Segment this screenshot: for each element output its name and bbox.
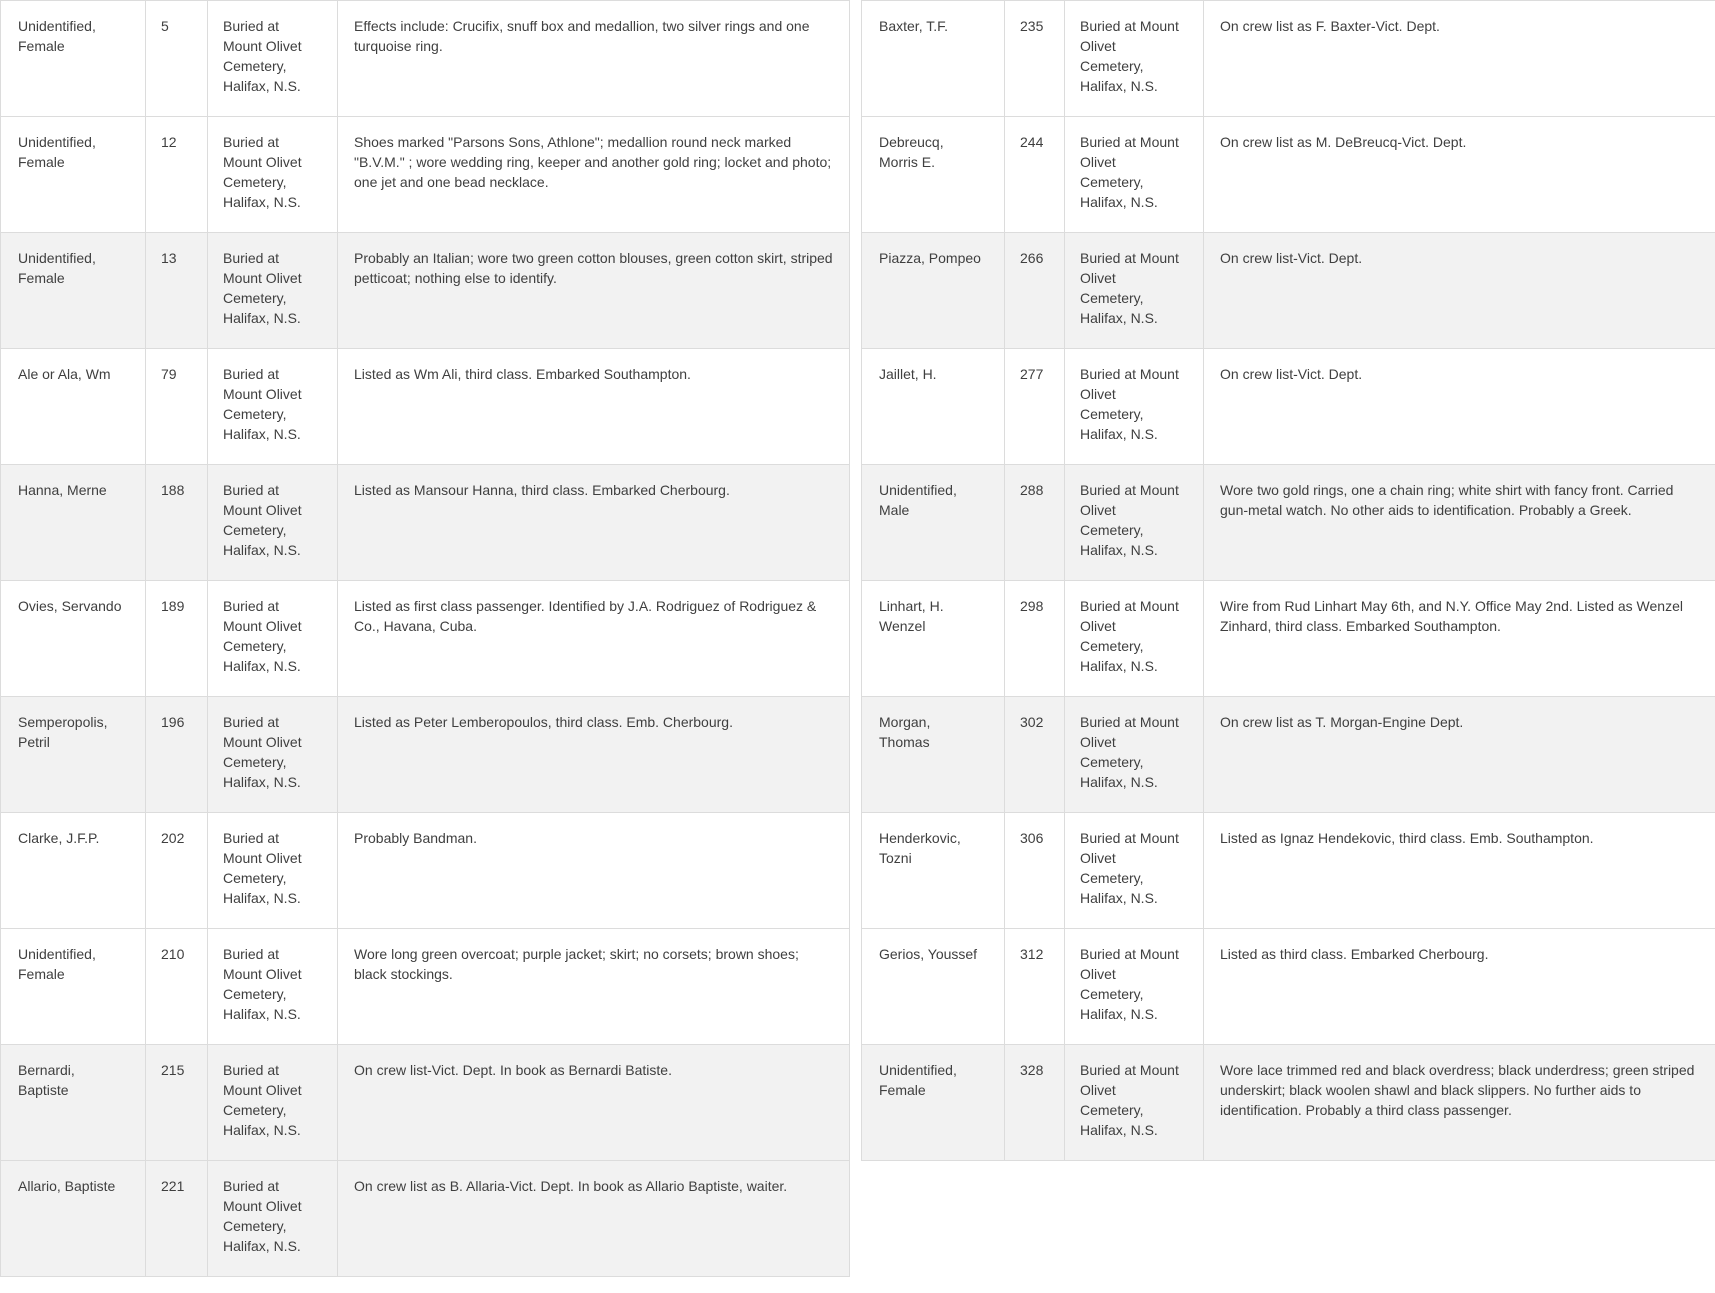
table-row	[1, 581, 850, 697]
victim-name-cell: Piazza, Pompeo	[862, 233, 1005, 349]
body-number-cell: 277	[1005, 349, 1065, 465]
victim-name-cell: Semperopolis, Petril	[1, 697, 146, 813]
comments-cell: Shoes marked "Parsons Sons, Athlone"; medallion round neck marked "B.V.M." ; wore wedding ring, keeper and another gold ring; locket and photo; one jet and one bead necklace.	[338, 117, 850, 233]
victims-table-right-body	[862, 1, 1715, 1161]
burial-place-cell: Buried at Mount Olivet Cemetery, Halifax, N.S.	[208, 465, 338, 581]
body-number-cell: 12	[146, 117, 208, 233]
burial-place-cell: Buried at Mount Olivet Cemetery, Halifax, N.S.	[1065, 1, 1204, 117]
burial-place-cell: Buried at Mount Olivet Cemetery, Halifax, N.S.	[1065, 581, 1204, 697]
comments-cell: On crew list as M. DeBreucq-Vict. Dept.	[1204, 117, 1715, 233]
body-number-cell: 196	[146, 697, 208, 813]
burial-place-cell: Buried at Mount Olivet Cemetery, Halifax, N.S.	[208, 117, 338, 233]
burial-place-cell: Buried at Mount Olivet Cemetery, Halifax, N.S.	[208, 349, 338, 465]
comments-cell: Wore two gold rings, one a chain ring; white shirt with fancy front. Carried gun-metal watch. No other aids to identification. Probably a Greek.	[1204, 465, 1715, 581]
table-row	[862, 581, 1715, 697]
table-row	[1, 929, 850, 1045]
body-number-cell: 188	[146, 465, 208, 581]
table-row	[1, 697, 850, 813]
comments-cell: Effects include: Crucifix, snuff box and medallion, two silver rings and one turquoise ring.	[338, 1, 850, 117]
body-number-cell: 221	[146, 1161, 208, 1277]
victims-table-left-body	[1, 1, 850, 1277]
body-number-cell: 244	[1005, 117, 1065, 233]
comments-cell: Listed as third class. Embarked Cherbourg.	[1204, 929, 1715, 1045]
table-row	[862, 1045, 1715, 1161]
table-row	[1, 813, 850, 929]
table-row	[1, 233, 850, 349]
comments-cell: On crew list as B. Allaria-Vict. Dept. In book as Allario Baptiste, waiter.	[338, 1161, 850, 1277]
burial-place-cell: Buried at Mount Olivet Cemetery, Halifax, N.S.	[1065, 813, 1204, 929]
victim-name-cell: Bernardi, Baptiste	[1, 1045, 146, 1161]
table-row	[862, 697, 1715, 813]
victim-name-cell: Clarke, J.F.P.	[1, 813, 146, 929]
table-row	[1, 117, 850, 233]
victim-name-cell: Debreucq, Morris E.	[862, 117, 1005, 233]
body-number-cell: 215	[146, 1045, 208, 1161]
comments-cell: Listed as Peter Lemberopoulos, third class. Emb. Cherbourg.	[338, 697, 850, 813]
burial-place-cell: Buried at Mount Olivet Cemetery, Halifax, N.S.	[1065, 929, 1204, 1045]
burial-place-cell: Buried at Mount Olivet Cemetery, Halifax, N.S.	[1065, 465, 1204, 581]
victim-name-cell: Allario, Baptiste	[1, 1161, 146, 1277]
body-number-cell: 288	[1005, 465, 1065, 581]
comments-cell: Wore long green overcoat; purple jacket; skirt; no corsets; brown shoes; black stockings.	[338, 929, 850, 1045]
body-number-cell: 202	[146, 813, 208, 929]
table-row	[1, 1045, 850, 1161]
burial-place-cell: Buried at Mount Olivet Cemetery, Halifax, N.S.	[208, 1, 338, 117]
victims-table-right	[861, 0, 1715, 1161]
victim-name-cell: Unidentified, Female	[1, 929, 146, 1045]
victim-name-cell: Henderkovic, Tozni	[862, 813, 1005, 929]
table-row	[862, 465, 1715, 581]
comments-cell: Probably Bandman.	[338, 813, 850, 929]
burial-place-cell: Buried at Mount Olivet Cemetery, Halifax, N.S.	[1065, 697, 1204, 813]
body-number-cell: 302	[1005, 697, 1065, 813]
burial-place-cell: Buried at Mount Olivet Cemetery, Halifax, N.S.	[1065, 349, 1204, 465]
victims-table-left	[0, 0, 850, 1277]
table-row	[862, 233, 1715, 349]
body-number-cell: 306	[1005, 813, 1065, 929]
victim-name-cell: Unidentified, Female	[1, 117, 146, 233]
burial-place-cell: Buried at Mount Olivet Cemetery, Halifax, N.S.	[208, 1161, 338, 1277]
comments-cell: On crew list-Vict. Dept. In book as Bernardi Batiste.	[338, 1045, 850, 1161]
burial-place-cell: Buried at Mount Olivet Cemetery, Halifax, N.S.	[208, 697, 338, 813]
victim-name-cell: Baxter, T.F.	[862, 1, 1005, 117]
burial-place-cell: Buried at Mount Olivet Cemetery, Halifax, N.S.	[1065, 1045, 1204, 1161]
victim-name-cell: Gerios, Youssef	[862, 929, 1005, 1045]
victim-name-cell: Jaillet, H.	[862, 349, 1005, 465]
comments-cell: Listed as first class passenger. Identified by J.A. Rodriguez of Rodriguez & Co., Havana, Cuba.	[338, 581, 850, 697]
victim-name-cell: Unidentified, Female	[862, 1045, 1005, 1161]
burial-place-cell: Buried at Mount Olivet Cemetery, Halifax, N.S.	[208, 813, 338, 929]
victim-name-cell: Ovies, Servando	[1, 581, 146, 697]
comments-cell: Probably an Italian; wore two green cotton blouses, green cotton skirt, striped petticoat; nothing else to identify.	[338, 233, 850, 349]
comments-cell: On crew list as F. Baxter-Vict. Dept.	[1204, 1, 1715, 117]
burial-place-cell: Buried at Mount Olivet Cemetery, Halifax, N.S.	[208, 1045, 338, 1161]
body-number-cell: 235	[1005, 1, 1065, 117]
comments-cell: Listed as Wm Ali, third class. Embarked Southampton.	[338, 349, 850, 465]
comments-cell: Wire from Rud Linhart May 6th, and N.Y. Office May 2nd. Listed as Wenzel Zinhard, third class. Embarked Southampton.	[1204, 581, 1715, 697]
victim-name-cell: Unidentified, Female	[1, 233, 146, 349]
body-number-cell: 13	[146, 233, 208, 349]
body-number-cell: 79	[146, 349, 208, 465]
burial-place-cell: Buried at Mount Olivet Cemetery, Halifax, N.S.	[208, 581, 338, 697]
victim-name-cell: Hanna, Merne	[1, 465, 146, 581]
burial-place-cell: Buried at Mount Olivet Cemetery, Halifax, N.S.	[208, 233, 338, 349]
table-row	[862, 117, 1715, 233]
body-number-cell: 266	[1005, 233, 1065, 349]
table-row	[862, 813, 1715, 929]
comments-cell: Listed as Ignaz Hendekovic, third class. Emb. Southampton.	[1204, 813, 1715, 929]
body-number-cell: 298	[1005, 581, 1065, 697]
body-number-cell: 210	[146, 929, 208, 1045]
table-row	[1, 465, 850, 581]
burial-place-cell: Buried at Mount Olivet Cemetery, Halifax, N.S.	[1065, 233, 1204, 349]
body-number-cell: 328	[1005, 1045, 1065, 1161]
victim-name-cell: Unidentified, Female	[1, 1, 146, 117]
comments-cell: On crew list as T. Morgan-Engine Dept.	[1204, 697, 1715, 813]
comments-cell: Listed as Mansour Hanna, third class. Embarked Cherbourg.	[338, 465, 850, 581]
victim-name-cell: Morgan, Thomas	[862, 697, 1005, 813]
table-row	[862, 349, 1715, 465]
table-row	[1, 1161, 850, 1277]
body-number-cell: 5	[146, 1, 208, 117]
comments-cell: Wore lace trimmed red and black overdress; black underdress; green striped underskirt; black woolen shawl and black slippers. No further aids to identification. Probably a third class passenger.	[1204, 1045, 1715, 1161]
body-number-cell: 312	[1005, 929, 1065, 1045]
comments-cell: On crew list-Vict. Dept.	[1204, 349, 1715, 465]
table-row	[1, 1, 850, 117]
victim-name-cell: Linhart, H. Wenzel	[862, 581, 1005, 697]
burial-place-cell: Buried at Mount Olivet Cemetery, Halifax, N.S.	[208, 929, 338, 1045]
table-row	[862, 1, 1715, 117]
body-number-cell: 189	[146, 581, 208, 697]
burial-place-cell: Buried at Mount Olivet Cemetery, Halifax, N.S.	[1065, 117, 1204, 233]
comments-cell: On crew list-Vict. Dept.	[1204, 233, 1715, 349]
table-row	[1, 349, 850, 465]
victim-name-cell: Unidentified, Male	[862, 465, 1005, 581]
victim-name-cell: Ale or Ala, Wm	[1, 349, 146, 465]
table-row	[862, 929, 1715, 1045]
